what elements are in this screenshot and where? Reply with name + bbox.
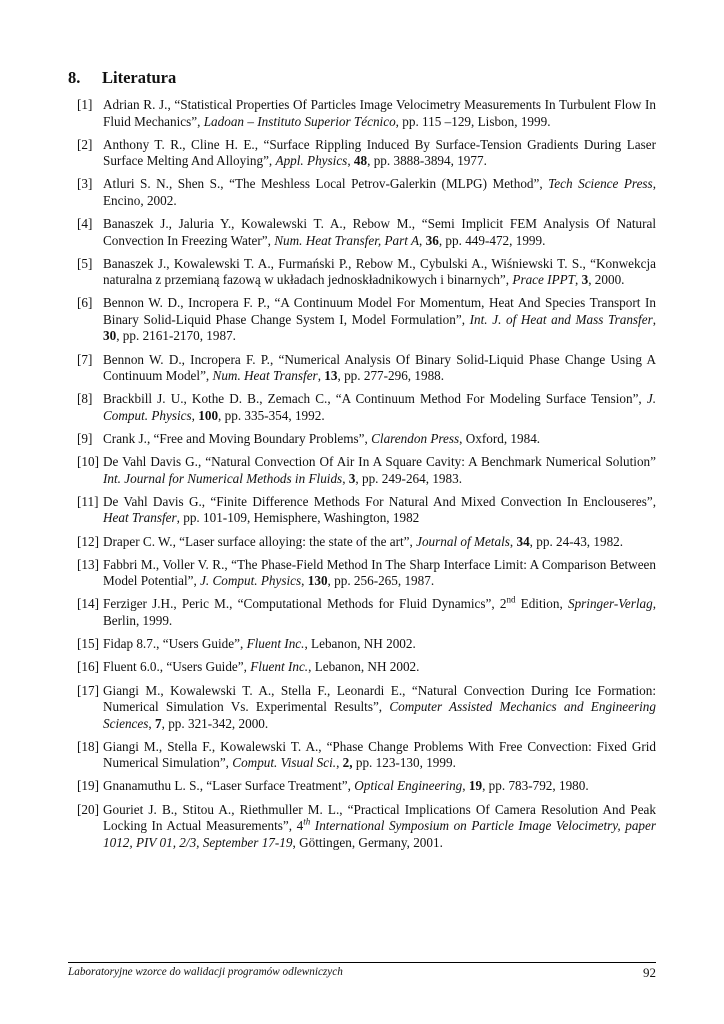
reference-item [60,802,656,852]
reference-text: Bennon W. D., Incropera F. P., “Numerical Analysis Of Binary Solid-Liquid Phase Change Using A Continuum Model”, Num. Heat Transfer, 13, pp. 277-296, 1988. [103,351,656,384]
reference-text: Anthony T. R., Cline H. E., “Surface Rippling Induced By Surface-Tension Gradients During Laser Surface Melting And Alloying”, Appl. Physics, 48, pp. 3888-3894, 1977. [103,136,656,169]
reference-text: Fidap 8.7., “Users Guide”, Fluent Inc., Lebanon, NH 2002. [103,636,416,652]
reference-number: [3] [77,176,93,192]
reference-item [60,256,656,289]
reference-item [60,494,656,527]
reference-item [60,454,656,487]
reference-number: [17] [77,682,99,698]
reference-item [60,97,656,130]
reference-number: [13] [77,556,99,572]
reference-number: [6] [77,295,93,311]
reference-item [60,137,656,170]
reference-number: [9] [77,431,93,446]
reference-text: Ferziger J.H., Peric M., “Computational Methods for Fluid Dynamics”, 2nd Edition, Springer-Verlag, Berlin, 1999. [103,595,656,628]
reference-item [60,391,656,424]
reference-item [60,596,656,629]
reference-number: [10] [77,454,99,470]
reference-text: Giangi M., Kowalewski T. A., Stella F., Leonardi E., “Natural Convection During Ice Formation: Numerical Simulation Vs. Experimental Results”, Computer Assisted Mechanics and Engineering Sciences, 7, pp. 321-342, 2000. [103,682,656,731]
reference-text: Giangi M., Stella F., Kowalewski T. A., “Phase Change Problems With Free Convection: Fixed Grid Numerical Simulation”, Comput. Visual Sci., 2, pp. 123-130, 1999. [103,738,656,771]
page-number: 92 [643,965,656,980]
reference-item [60,636,656,653]
reference-number: [19] [77,778,99,794]
reference-number: [1] [77,97,93,112]
reference-number: [4] [77,216,93,232]
footer-divider [68,962,656,963]
reference-text: Adrian R. J., “Statistical Properties Of Particles Image Velocimetry Measurements In Turbulent Flow In Fluid Mechanics”, Ladoan – Instituto Superior Técnico, pp. 115 –129, Lisbon, 1999. [103,97,656,129]
section-heading [68,68,176,88]
reference-text: Draper C. W., “Laser surface alloying: the state of the art”, Journal of Metals, 34, pp. 24-43, 1982. [103,533,624,549]
reference-number: [15] [77,636,99,652]
reference-item [60,431,656,448]
reference-number: [20] [77,801,99,817]
running-footer: Laboratoryjne wzorce do walidacji programów odlewniczych [68,966,343,978]
reference-text: Crank J., “Free and Moving Boundary Problems”, Clarendon Press, Oxford, 1984. [103,431,541,446]
reference-item [60,216,656,249]
reference-item [60,534,656,551]
section-title: Literatura [102,68,177,87]
reference-text: Banaszek J., Kowalewski T. A., Furmański P., Rebow M., Cybulski A., Wiśniewski T. S., “Konwekcja naturalna z przemianą fazową w układach jednoskładnikowych i binarnych”, Prace IPPT, 3, 2000. [103,255,656,288]
reference-list [60,97,656,858]
reference-item [60,295,656,345]
reference-text: De Vahl Davis G., “Finite Difference Methods For Natural And Mixed Convection In Enclouseres”, Heat Transfer, pp. 101-109, Hemisphere, Washington, 1982 [103,493,656,526]
reference-number: [12] [77,533,99,549]
reference-number: [5] [77,255,93,271]
reference-number: [8] [77,391,93,407]
reference-text: Bennon W. D., Incropera F. P., “A Continuum Model For Momentum, Heat And Species Transport In Binary Solid-Liquid Phase Change System I, Model Formulation”, Int. J. of Heat and Mass Transfer, 30, pp. 2161-2170, 1987. [103,295,656,344]
reference-item [60,683,656,733]
reference-number: [11] [77,493,99,509]
reference-number: [18] [77,738,99,754]
reference-item [60,778,656,795]
reference-text: Banaszek J., Jaluria Y., Kowalewski T. A., Rebow M., “Semi Implicit FEM Analysis Of Natural Convection In Freezing Water”, Num. Heat Transfer, Part A, 36, pp. 449-472, 1999. [103,216,656,248]
reference-text: De Vahl Davis G., “Natural Convection Of Air In A Square Cavity: A Benchmark Numerical Solution” Int. Journal for Numerical Methods in Fluids, 3, pp. 249-264, 1983. [103,454,656,486]
reference-number: [14] [77,596,99,612]
reference-text: Fabbri M., Voller V. R., “The Phase-Field Method In The Sharp Interface Limit: A Comparison Between Model Potential”, J. Comput. Physics, 130, pp. 256-265, 1987. [103,556,656,589]
reference-item [60,659,656,676]
reference-text: Atluri S. N., Shen S., “The Meshless Local Petrov-Galerkin (MLPG) Method”, Tech Science Press, Encino, 2002. [103,176,656,208]
section-number: 8. [68,68,81,87]
reference-number: [2] [77,136,93,152]
reference-text: Gouriet J. B., Stitou A., Riethmuller M. L., “Practical Implications Of Camera Resolution And Peak Locking In Actual Measurements”, 4th International Symposium on Particle Image Velocimetry, paper 1012, PIV 01, 2/3, September 17-19, Göttingen, Germany, 2001. [103,801,656,850]
reference-text: Brackbill J. U., Kothe D. B., Zemach C., “A Continuum Method For Modeling Surface Tension”, J. Comput. Physics, 100, pp. 335-354, 1992. [103,391,656,423]
reference-item [60,557,656,590]
reference-number: [7] [77,351,93,367]
reference-item [60,176,656,209]
reference-item [60,352,656,385]
reference-item [60,739,656,772]
reference-text: Gnanamuthu L. S., “Laser Surface Treatment”, Optical Engineering, 19, pp. 783-792, 1980. [103,778,589,794]
reference-number: [16] [77,659,99,675]
reference-text: Fluent 6.0., “Users Guide”, Fluent Inc., Lebanon, NH 2002. [103,659,420,675]
